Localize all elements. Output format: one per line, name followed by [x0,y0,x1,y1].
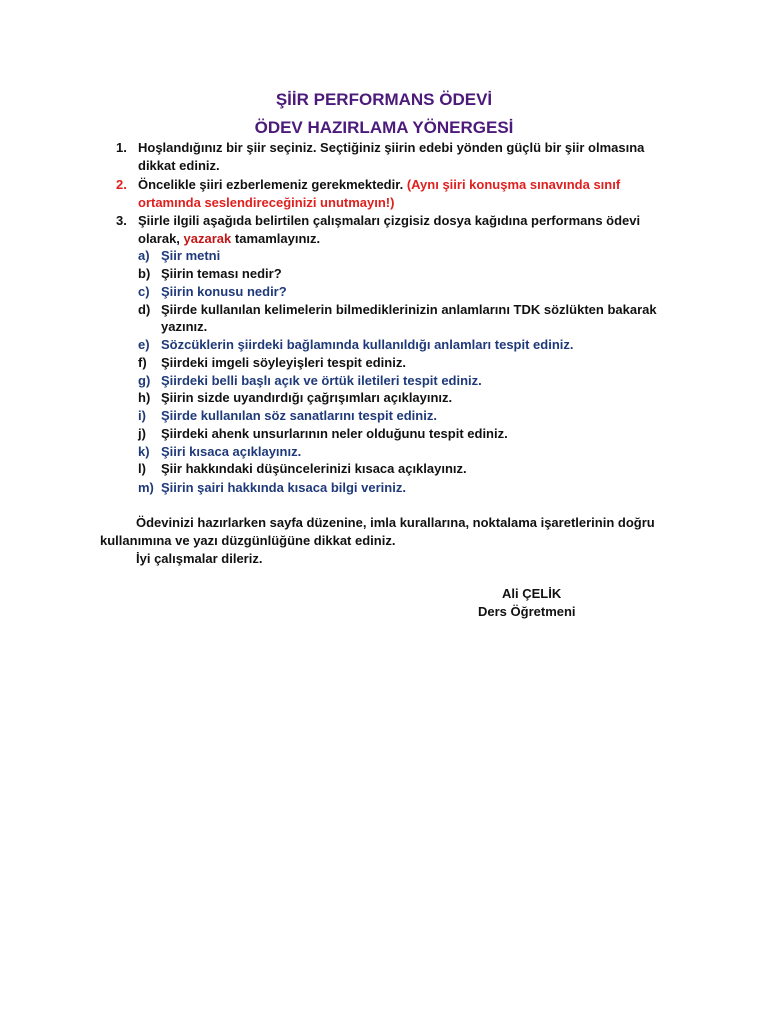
document-title: ŞİİR PERFORMANS ÖDEVİ [275,90,493,109]
closing-paragraph-line-2: kullanımına ve yazı düzgünlüğüne dikkat ediniz. [100,533,396,548]
item-text-end: tamamlayınız. [234,231,321,246]
closing-paragraph-line-1: Ödevinizi hazırlarken sayfa düzenine, imla kurallarına, noktalama işaretlerinin doğru [136,515,655,530]
item-text [138,230,320,248]
subitem-text: Şiirde kullanılan söz sanatlarını tespit ediniz. [161,408,437,423]
signature-role: Ders Öğretmeni [478,604,576,619]
subitem-text-continued: yazınız. [161,319,208,334]
subitem-text: Sözcüklerin şiirdeki bağlamında kullanıldığı anlamları tespit ediniz. [161,337,574,352]
subitem-text: Şiirin sizde uyandırdığı çağrışımları açıklayınız. [161,390,453,405]
closing-wishes: İyi çalışmalar dileriz. [136,551,263,566]
item-number: 2. [116,177,127,192]
item-text: Hoşlandığınız bir şiir seçiniz. Seçtiğiniz şiirin edebi yönden güçlü bir şiir olmasına [138,140,645,155]
subitem-letter: b) [138,266,151,281]
subitem-text: Şiirdeki ahenk unsurlarının neler olduğunu tespit ediniz. [161,426,508,441]
subitem-letter: d) [138,302,151,317]
subitem-letter: c) [138,284,150,299]
item-number: 1. [116,140,127,155]
document-subtitle: ÖDEV HAZIRLAMA YÖNERGESİ [254,118,514,137]
subitem-text: Şiir metni [161,248,221,263]
subitem-text: Şiir hakkındaki düşüncelerinizi kısaca açıklayınız. [161,461,467,476]
subitem-letter: g) [138,373,151,388]
subitem-letter: k) [138,444,150,459]
item-note-continued: ortamında seslendireceğinizi unutmayın!) [138,195,395,210]
item-number: 3. [116,213,127,228]
subitem-letter: h) [138,390,151,405]
subitem-text: Şiirdeki belli başlı açık ve örtük iletileri tespit ediniz. [161,373,482,388]
item-text: dikkat ediniz. [138,158,220,173]
item-note: (Aynı şiiri konuşma sınavında sınıf [406,177,621,192]
item-text-start: olarak, [138,231,180,246]
subitem-text: Şiirin konusu nedir? [161,284,287,299]
subitem-text: Şiirin şairi hakkında kısaca bilgi veriniz. [161,480,406,495]
item-text [138,176,620,194]
subitem-text: Şiirde kullanılan kelimelerin bilmediklerinizin anlamlarını TDK sözlükten bakarak [161,302,657,317]
subitem-letter: j) [138,426,146,441]
subitem-letter: a) [138,248,150,263]
subitem-text: Şiiri kısaca açıklayınız. [161,444,302,459]
subitem-letter: l) [138,461,146,476]
subitem-text: Şiirdeki imgeli söyleyişleri tespit ediniz. [161,355,406,370]
subitem-letter: f) [138,355,147,370]
subitem-letter: m) [138,480,154,495]
signature-name: Ali ÇELİK [502,586,562,601]
item-text: Şiirle ilgili aşağıda belirtilen çalışmaları çizgisiz dosya kağıdına performans ödevi [138,213,641,228]
item-main-text: Öncelikle şiiri ezberlemeniz gerekmektedir. [138,177,404,192]
subitem-text: Şiirin teması nedir? [161,266,282,281]
item-highlight: yazarak [183,231,232,246]
subitem-letter: i) [138,408,146,423]
subitem-letter: e) [138,337,150,352]
